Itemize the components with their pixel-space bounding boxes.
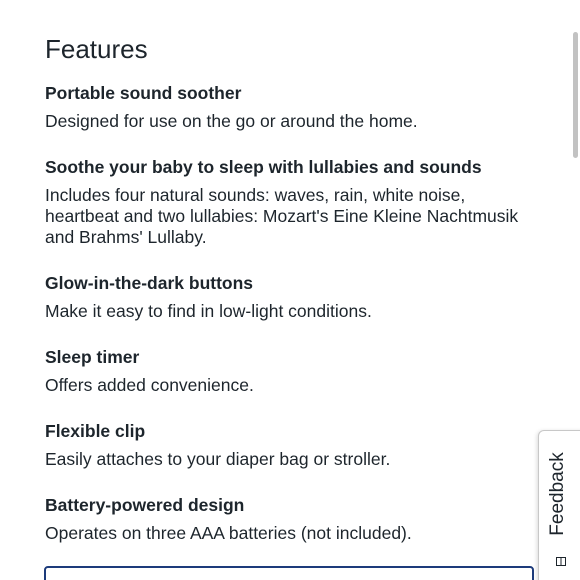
section-title: Features — [45, 34, 148, 64]
scrollbar-thumb[interactable] — [573, 32, 578, 158]
feature-item — [45, 156, 525, 248]
feature-item — [45, 420, 525, 470]
feature-description: Offers added convenience. — [45, 375, 254, 395]
feature-description: Easily attaches to your diaper bag or stroller. — [45, 449, 391, 469]
feedback-label[interactable]: Feedback — [547, 452, 568, 536]
feature-title: Sleep timer — [45, 347, 140, 367]
feature-description: Designed for use on the go or around the home. — [45, 111, 418, 131]
feature-title: Flexible clip — [45, 421, 146, 441]
feature-description: Operates on three AAA batteries (not included). — [45, 523, 412, 543]
feature-title: Soothe your baby to sleep with lullabies and sounds — [45, 157, 482, 177]
feature-title: Glow-in-the-dark buttons — [45, 273, 254, 293]
feature-title: Battery-powered design — [45, 495, 245, 515]
feature-title: Portable sound soother — [45, 83, 242, 103]
feature-item — [45, 272, 525, 322]
feature-item — [45, 346, 525, 396]
features-section — [45, 32, 525, 568]
feedback-icon — [556, 557, 566, 566]
feature-description: Includes four natural sounds: waves, rain, white noise, heartbeat and two lullabies: Mozart's Eine Kleine Nachtmusik and Brahms' Lullaby. — [45, 185, 519, 247]
feature-description: Make it easy to find in low-light conditions. — [45, 301, 372, 321]
feature-item — [45, 494, 525, 544]
outlined-button[interactable] — [44, 566, 534, 580]
feature-item — [45, 82, 525, 132]
